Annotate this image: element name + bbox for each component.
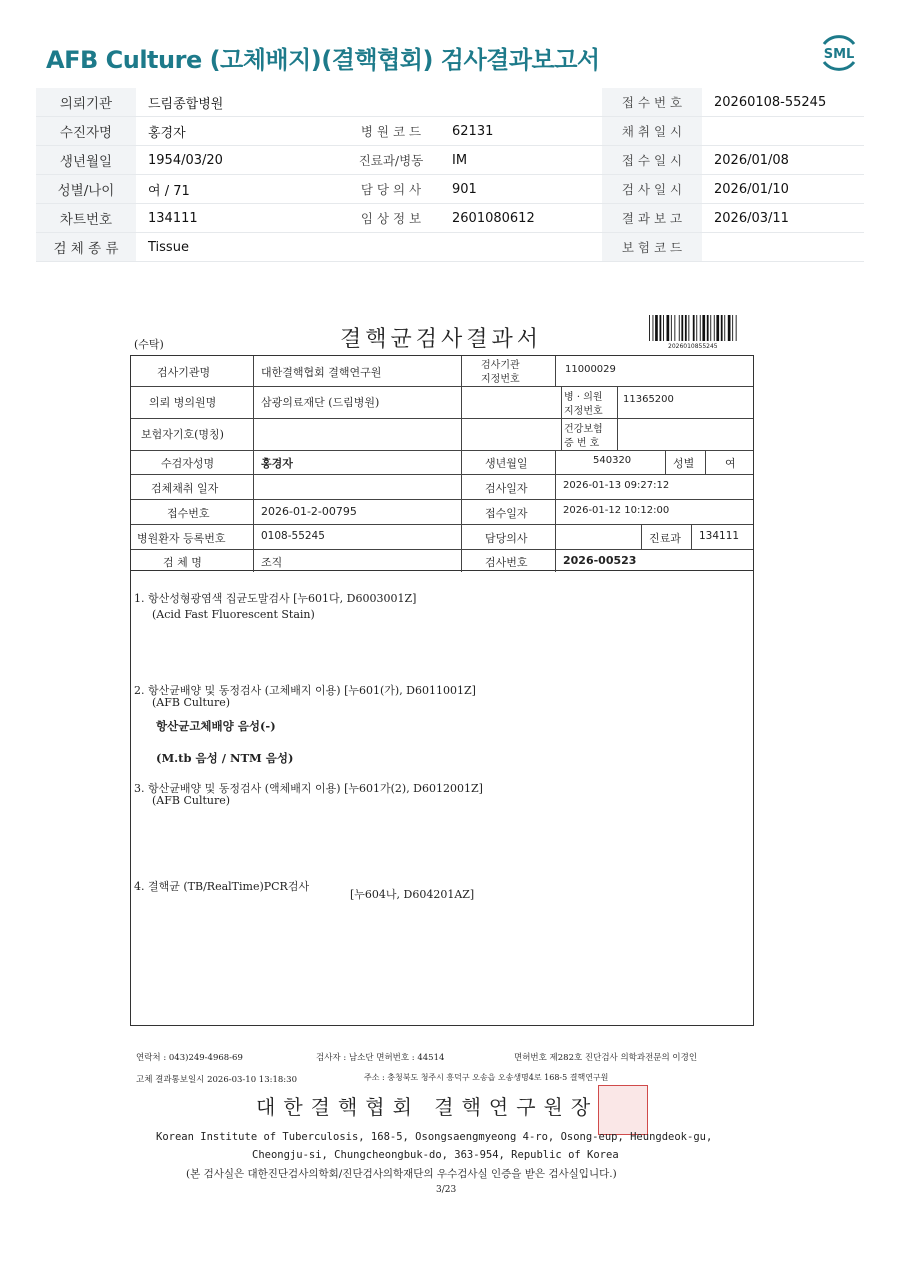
- english-address-2: Cheongju-si, Chungcheongbuk-do, 363-954, Republic of Korea: [252, 1149, 619, 1161]
- receipt-date-label: 접 수 일 시: [602, 146, 702, 175]
- test-date-label: 검 사 일 시: [602, 175, 702, 204]
- birth-value: 1954/03/20: [136, 146, 342, 175]
- address-text: 주소 : 충청북도 청주시 흥덕구 오송읍 오송생명4로 168-5 결핵연구원: [364, 1073, 609, 1082]
- certification-text: (본 검사실은 대한진단검사의학회/진단검사의학재단의 우수검사실 인증을 받은 검사실입니다.): [186, 1168, 617, 1180]
- clinic-no-value: 11365200: [623, 394, 674, 405]
- item-4-code: [누604나, D604201AZ]: [350, 888, 475, 901]
- sex-age-value: 여 / 71: [136, 175, 342, 204]
- inst-label: 검사기관명: [157, 366, 211, 379]
- inst-no-value: 11000029: [565, 364, 616, 375]
- sex-value: 여: [725, 457, 736, 470]
- scan-title: 결핵균검사결과서: [340, 327, 543, 352]
- collect-date-value: [702, 117, 864, 146]
- item-3-subtitle: (AFB Culture): [152, 794, 231, 807]
- scanned-report: [0, 300, 900, 1220]
- logo-text: SML: [823, 47, 855, 62]
- insured-label: 보험자기호(명칭): [141, 428, 224, 441]
- scan-dept-value: 134111: [699, 530, 740, 542]
- requester-label: 의뢰기관: [36, 88, 136, 117]
- hospital-code-label: 병 원 코 드: [342, 117, 440, 146]
- reg-value: 0108-55245: [261, 530, 325, 542]
- scan-birth-value: 540320: [593, 455, 632, 466]
- test-no-value: 2026-00523: [563, 554, 637, 567]
- clinic-no-label-1: 병 · 의원: [564, 392, 603, 403]
- test-date-value: 2026/01/10: [702, 175, 864, 204]
- name-value: 홍경자: [261, 457, 293, 470]
- birth-label: 생년월일: [36, 146, 136, 175]
- page-number: 3/23: [436, 1185, 457, 1195]
- inst-no-label-1: 검사기관: [481, 360, 520, 371]
- item-4-title: 4. 결핵균 (TB/RealTime)PCR검사: [134, 880, 310, 893]
- receipt-no-value: 20260108-55245: [702, 88, 864, 117]
- name-label: 수검자성명: [161, 457, 215, 470]
- scan-specimen-label: 검 체 명: [163, 556, 202, 569]
- test-no-label: 검사번호: [485, 556, 528, 569]
- hospital-code-value: 62131: [440, 117, 602, 146]
- collect-date-label: 채 취 일 시: [602, 117, 702, 146]
- patient-info-table: [36, 88, 864, 262]
- sex-label: 성별: [673, 457, 695, 470]
- inst-value: 대한결핵협회 결핵연구원: [261, 366, 382, 379]
- english-address-1: Korean Institute of Tuberculosis, 168-5, Osongsaengmyeong 4-ro, Osong-eup, Heungdeok-gu,: [156, 1131, 713, 1143]
- report-date-label: 결 과 보 고: [602, 204, 702, 233]
- patient-label: 수진자명: [36, 117, 136, 146]
- license-text: 면허번호 제282호 진단검사 의학과전문의 이경인: [514, 1053, 698, 1063]
- clinical-value: 2601080612: [440, 204, 602, 233]
- insurance-label: 보 험 코 드: [602, 233, 702, 262]
- report-title: AFB Culture (고체배지)(결핵협회) 검사결과보고서: [46, 46, 600, 74]
- official-seal: [598, 1085, 648, 1135]
- receipt-no-label: 접 수 번 호: [602, 88, 702, 117]
- scan-receipt-date-value: 2026-01-12 10:12:00: [563, 505, 670, 516]
- doctor-label: 담 당 의 사: [342, 175, 440, 204]
- requester-clinic-value: 삼광의료재단 (드림병원): [261, 396, 380, 409]
- item-3-title: 3. 항산균배양 및 동정검사 (액체배지 이용) [누601가(2), D6012001Z]: [134, 782, 483, 795]
- notice-text: 고체 결과통보일시 2026-03-10 13:18:30: [136, 1075, 297, 1085]
- requester-clinic-label: 의뢰 병의원명: [149, 396, 217, 409]
- scan-doctor-label: 담당의사: [485, 532, 528, 545]
- item-2-result: 항산균고체배양 음성(-): [156, 719, 276, 733]
- doctor-value: 901: [440, 175, 602, 204]
- dept-value: IM: [440, 146, 602, 175]
- org-name: 대한결핵협회 결핵연구원장: [256, 1095, 599, 1119]
- report-date-value: 2026/03/11: [702, 204, 864, 233]
- insurance-value: [702, 233, 864, 262]
- barcode-icon: [648, 315, 740, 341]
- scan-receipt-date-label: 접수일자: [485, 507, 528, 520]
- scan-test-date-value: 2026-01-13 09:27:12: [563, 480, 670, 491]
- scan-birth-label: 생년월일: [485, 457, 528, 470]
- scan-dept-label: 진료과: [649, 532, 681, 545]
- dept-label: 진료과/병동: [342, 146, 440, 175]
- specimen-label: 검 체 종 류: [36, 233, 136, 262]
- health-label-2: 증 번 호: [564, 438, 600, 449]
- specimen-value: Tissue: [136, 233, 342, 262]
- item-1-title: 1. 항산성형광염색 집균도말검사 [누601다, D6003001Z]: [134, 592, 417, 605]
- chart-no-value: 134111: [136, 204, 342, 233]
- scan-specimen-value: 조직: [261, 556, 283, 569]
- sml-logo: [816, 30, 862, 76]
- sex-age-label: 성별/나이: [36, 175, 136, 204]
- consign-tag: (수탁): [134, 338, 164, 351]
- patient-value: 홍경자: [136, 117, 342, 146]
- scan-receipt-label: 접수번호: [167, 507, 210, 520]
- barcode-number: 2026010855245: [668, 343, 718, 350]
- receipt-date-value: 2026/01/08: [702, 146, 864, 175]
- collect-label: 검체채취 일자: [151, 482, 219, 495]
- item-2-title: 2. 항산균배양 및 동정검사 (고체배지 이용) [누601(가), D6011001Z]: [134, 684, 476, 697]
- requester-value: 드림종합병원: [136, 88, 342, 117]
- inst-no-label-2: 지정번호: [481, 374, 520, 385]
- scan-test-date-label: 검사일자: [485, 482, 528, 495]
- clinical-label: 임 상 정 보: [342, 204, 440, 233]
- health-label-1: 건강보험: [564, 424, 603, 435]
- tester-text: 검사자 : 남소단 면허번호 : 44514: [316, 1053, 445, 1063]
- item-2-result-detail: (M.tb 음성 / NTM 음성): [156, 751, 294, 765]
- item-1-subtitle: (Acid Fast Fluorescent Stain): [152, 608, 315, 621]
- reg-label: 병원환자 등록번호: [137, 532, 226, 545]
- clinic-no-label-2: 지정번호: [564, 406, 603, 417]
- contact-text: 연락처 : 043)249-4968-69: [136, 1053, 243, 1063]
- chart-no-label: 차트번호: [36, 204, 136, 233]
- item-2-subtitle: (AFB Culture): [152, 696, 231, 709]
- scan-receipt-value: 2026-01-2-00795: [261, 505, 357, 518]
- report-header-grid: [130, 355, 754, 571]
